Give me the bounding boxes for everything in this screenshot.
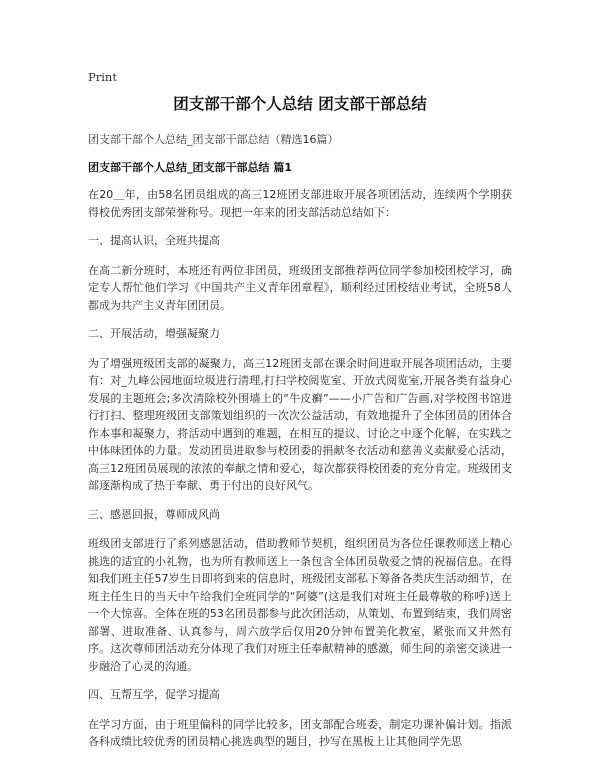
intro-paragraph: 在20＿年，由58名团员组成的高三12班团支部进取开展各项团活动，连续两个学期获得校优秀团支部荣誉称号。现把一年来的团支部活动总结如下： [88, 188, 512, 219]
print-link[interactable]: Print [88, 70, 117, 84]
article-body [88, 186, 512, 762]
document-subtitle: 团支部干部个人总结_团支部干部总结（精选16篇） [88, 133, 339, 146]
subheading-4: 四、互帮互学，促学习提高 [88, 688, 220, 701]
subheading-1: 一、提高认识，全班共提高 [88, 234, 220, 247]
subheading-2: 二、开展活动，增强凝聚力 [88, 327, 220, 340]
page-title: 团支部干部个人总结 团支部干部总结 [173, 95, 427, 113]
paragraph-1: 在高二新分班时，本班还有两位非团员，班级团支部推荐两位同学参加校团校学习，确定专人帮忙他们学习《中国共产主义青年团章程》，顺利经过团校结业考试，全班58人都成为共产主义青年团团员。 [88, 263, 512, 312]
section-heading: 团支部干部个人总结_团支部干部总结 篇1 [88, 161, 292, 174]
paragraph-4: 在学习方面，由于班里偏科的同学比较多，团支部配合班委，制定功课补偏计划。指派各科成绩比较优秀的团员精心挑选典型的题目，抄写在黑板上让其他同学先思 [88, 717, 512, 748]
paragraph-2: 为了增强班级团支部的凝聚力，高三12班团支部在课余时间进取开展各项团活动，主要有：对_九峰公园地面垃圾进行清理,打扫学校阅览室、开放式阅览室,开展各类有益身心发展的主题班会;多次清除校外围墙上的“牛皮癣”——小广告和广告画,对学校图书馆进行打扫、整理班级团支部策划组织的一次次公益活动，有效地提升了全体团员的团体合作本事和凝聚力，将活动中遇到的难题，在相互的提议、讨论之中逐个化解，在实践之中体味团体的力量。发动团员进取参与校团委的捐献冬衣活动和慈善义卖献爱心活动，高三12班团员展现的浓浓的奉献之情和爱心，每次都获得校团委的充分肯定。班级团支部逐渐构成了热于奉献、勇于付出的良好风气。 [88, 356, 512, 492]
paragraph-3: 班级团支部进行了系列感恩活动，借助教师节契机，组织团员为各位任课教师送上精心挑选的适宜的小礼物，也为所有教师送上一条包含全体团员敬爱之情的祝福信息。在得知我们班主任57岁生日即将到来的信息时，班级团支部私下筹备各类庆生活动细节，在班主任生日的当天中午给我们全班同学的“阿婆”(这是我们对班主任最尊敬的称呼)送上一个大惊喜。全体在班的53名团员都参与此次团活动，从策划、布置到结束，我们周密部署、进取准备、认真参与，周六放学后仅用20分钟布置美化教室，紧张而又井然有序。这次尊师团活动充分体现了我们对班主任奉献精神的感激，师生间的亲密交谈进一步融洽了心灵的沟通。 [88, 537, 512, 673]
subheading-3: 三、感恩回报，尊师成风尚 [88, 507, 220, 521]
